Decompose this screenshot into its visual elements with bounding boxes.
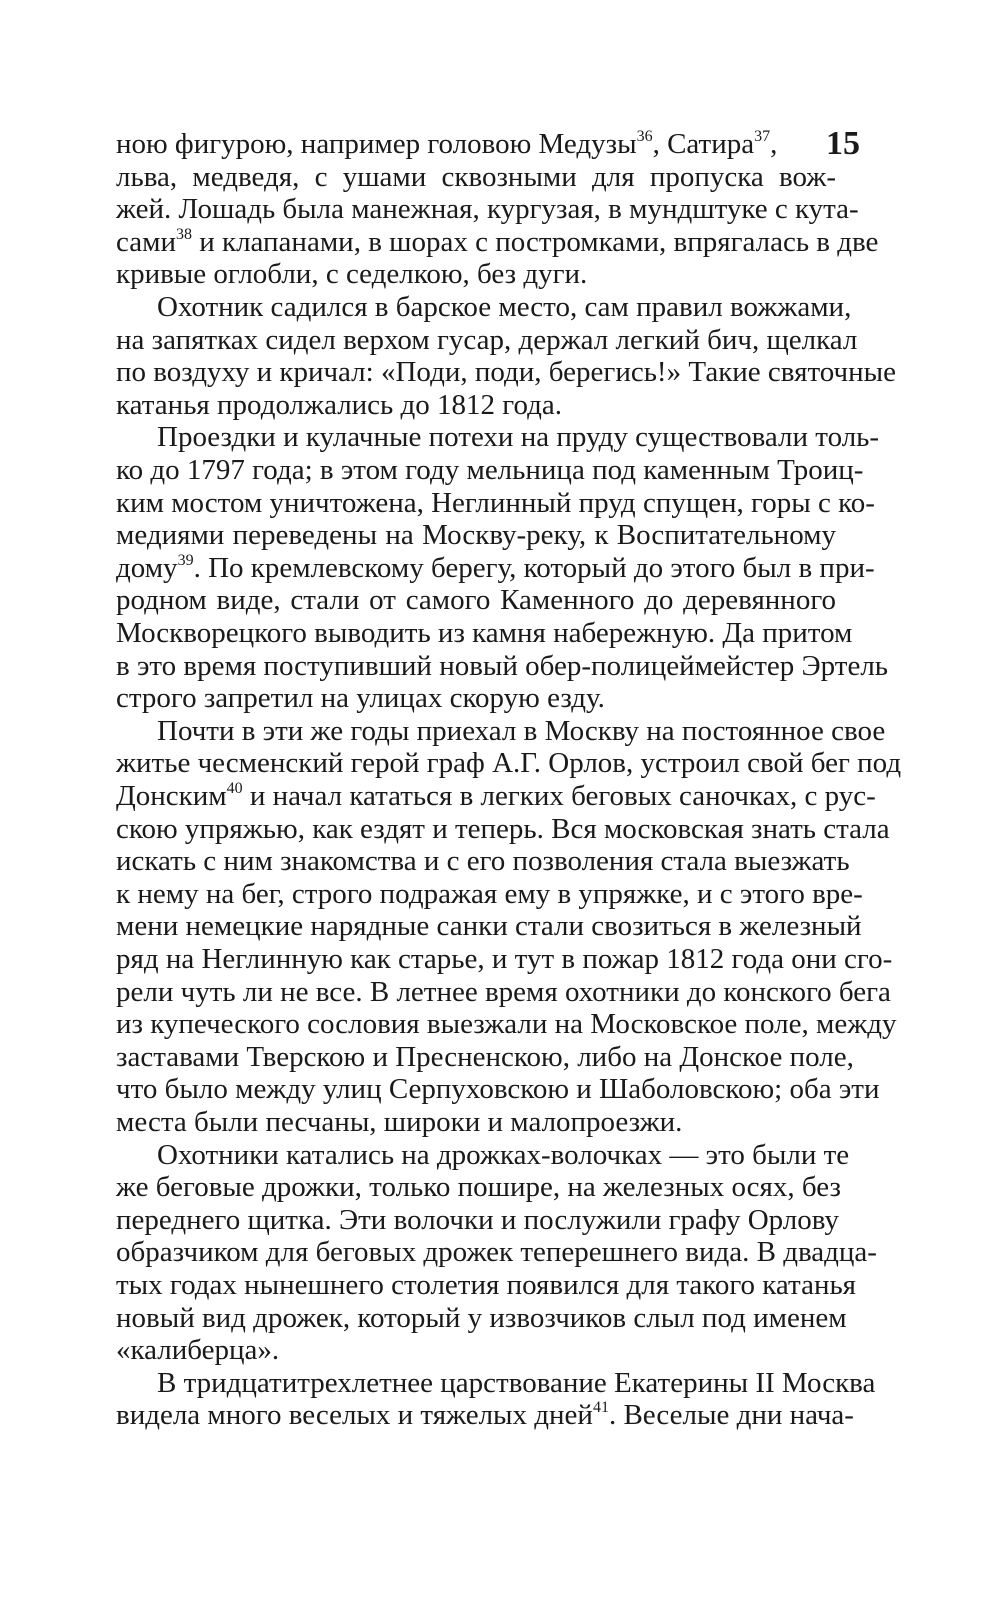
- line-text: В тридцатитрехлетнее царствование Екатерины II Москва: [157, 1366, 876, 1399]
- text-line: [116, 258, 836, 291]
- footnote-ref: 40: [226, 780, 243, 797]
- text-line: [116, 1301, 847, 1335]
- text-line: [116, 356, 896, 389]
- text-line: [116, 812, 890, 846]
- text-line: [116, 877, 863, 911]
- text-line: [157, 291, 852, 324]
- text-line: [116, 1008, 897, 1041]
- text-line: [116, 584, 836, 617]
- line-text: льва, медведя, с ушами сквозными для пропуска вож-: [116, 160, 836, 193]
- text-line: [116, 1269, 857, 1302]
- text-line: [116, 1203, 839, 1237]
- text-line: [116, 943, 893, 976]
- text-line: [116, 389, 836, 422]
- text-line: [116, 551, 875, 585]
- page-number: 15: [826, 125, 860, 162]
- line-text: родном виде, стали от самого Каменного до деревянного: [116, 584, 836, 617]
- line-text: Донским: [116, 780, 227, 812]
- text-line: [116, 1106, 836, 1139]
- text-line: [116, 910, 862, 943]
- text-line: [116, 161, 836, 194]
- line-text: и начал кататься в легких беговых саночках, с рус-: [242, 780, 876, 812]
- line-text: что было между улиц Серпуховскою и Шаболовскою; оба эти: [116, 1073, 880, 1106]
- line-text: ,: [770, 128, 778, 160]
- text-line: [116, 747, 902, 780]
- text-line: [116, 1073, 880, 1106]
- text-line: [116, 1040, 854, 1074]
- line-text: сами: [116, 225, 176, 258]
- line-text: дому: [116, 551, 178, 584]
- text-line: [157, 714, 886, 748]
- line-text: Охотник садился в барское место, сам правил вожжами,: [157, 291, 852, 323]
- line-text: тых годах нынешнего столетия появился для такого катанья: [116, 1269, 857, 1301]
- text-line: [116, 649, 889, 683]
- footnote-ref: 38: [175, 225, 192, 243]
- footnote-ref: 39: [177, 551, 194, 569]
- line-text: Охотники катались на дрожках-волочках — это были те: [157, 1138, 850, 1171]
- line-text: ряд на Неглинную как старье, и тут в пожар 1812 года они сго-: [116, 943, 893, 975]
- text-line: [116, 486, 875, 520]
- line-text: в это время поступивший новый обер-полицеймейстер Эртель: [116, 649, 889, 682]
- text-line: [116, 682, 836, 715]
- line-text: и клапанами, в шорах с постромками, впрягалась в две: [191, 225, 879, 258]
- text-line: [116, 225, 879, 259]
- line-text: же беговые дрожки, только пошире, на железных осях, без: [116, 1171, 841, 1204]
- footnote-ref: 41: [592, 1399, 609, 1417]
- line-text: Проездки и кулачные потехи на пруду существовали толь-: [157, 421, 880, 454]
- line-text: . Веселые дни нача-: [608, 1399, 854, 1432]
- line-text: кривые оглобли, с седелкою, без дуги.: [116, 258, 588, 291]
- text-line: [116, 519, 836, 552]
- text-line: [157, 1138, 850, 1172]
- text-line: [116, 323, 858, 357]
- text-line: [116, 1236, 877, 1269]
- line-text: Почти в эти же годы приехал в Москву на постоянное свое: [157, 714, 886, 747]
- line-text: мени немецкие нарядные санки стали свозиться в железный: [116, 910, 862, 943]
- line-text: строго запретил на улицах скорую езду.: [116, 682, 605, 715]
- text-line: [116, 780, 876, 813]
- line-text: Москворецкого выводить из камня набережную. Да притом: [116, 617, 853, 649]
- line-text: жей. Лошадь была манежная, кургузая, в мундштуке с кута-: [116, 193, 859, 226]
- text-line: [116, 845, 850, 878]
- text-line: [116, 193, 859, 226]
- line-text: катанья продолжались до 1812 года.: [116, 388, 563, 421]
- line-text: скою упряжью, как ездят и теперь. Вся московская знать стала: [116, 812, 890, 845]
- line-text: заставами Тверскою и Пресненскою, либо на Донское поле,: [116, 1040, 854, 1073]
- line-text: ко до 1797 года; в этом году мельница под каменным Троиц-: [116, 454, 864, 486]
- line-text: искать с ним знакомства и с его позволения стала выезжать: [116, 845, 850, 878]
- text-line: [116, 617, 853, 650]
- text-line: [157, 421, 880, 454]
- line-text: на запятках сидел верхом гусар, держал легкий бич, щелкал: [116, 323, 858, 356]
- line-text: рели чуть ли не все. В летнее время охотники до конского бега: [116, 975, 891, 1008]
- line-text: медиями переведены на Москву-реку, к Воспитательному: [116, 519, 836, 552]
- line-text: житье чесменский герой граф А.Г. Орлов, устроил свой бег под: [116, 747, 902, 780]
- line-text: ким мостом уничтожена, Неглинный пруд спущен, горы с ко-: [116, 486, 875, 519]
- text-line: [116, 454, 864, 487]
- line-text: к нему на бег, строго подражая ему в упряжке, и с этого вре-: [116, 877, 863, 910]
- footnote-ref: 37: [754, 128, 771, 145]
- line-text: переднего щитка. Эти волочки и послужили графу Орлову: [116, 1203, 839, 1236]
- line-text: . По кремлевскому берегу, который до этого был в при-: [193, 551, 875, 584]
- text-line: [116, 1334, 836, 1367]
- text-line: [116, 1399, 854, 1432]
- text-line: [116, 975, 891, 1009]
- line-text: видела много веселых и тяжелых дней: [116, 1399, 593, 1432]
- line-text: новый вид дрожек, который у извозчиков слыл под именем: [116, 1301, 847, 1334]
- text-line: [157, 1366, 876, 1400]
- text-line: [116, 128, 778, 161]
- line-text: образчиком для беговых дрожек теперешнего вида. В двадца-: [116, 1236, 877, 1269]
- line-text: из купеческого сословия выезжали на Московское поле, между: [116, 1008, 897, 1041]
- line-text: по воздуху и кричал: «Поди, поди, берегись!» Такие святочные: [116, 356, 896, 389]
- line-text: , Сатира: [652, 128, 755, 160]
- line-text: «калиберца».: [116, 1334, 280, 1367]
- line-text: места были песчаны, широки и малопроезжи.: [116, 1106, 683, 1138]
- text-line: [116, 1171, 841, 1204]
- line-text: ною фигурою, например головою Медузы: [116, 128, 637, 160]
- footnote-ref: 36: [636, 128, 653, 145]
